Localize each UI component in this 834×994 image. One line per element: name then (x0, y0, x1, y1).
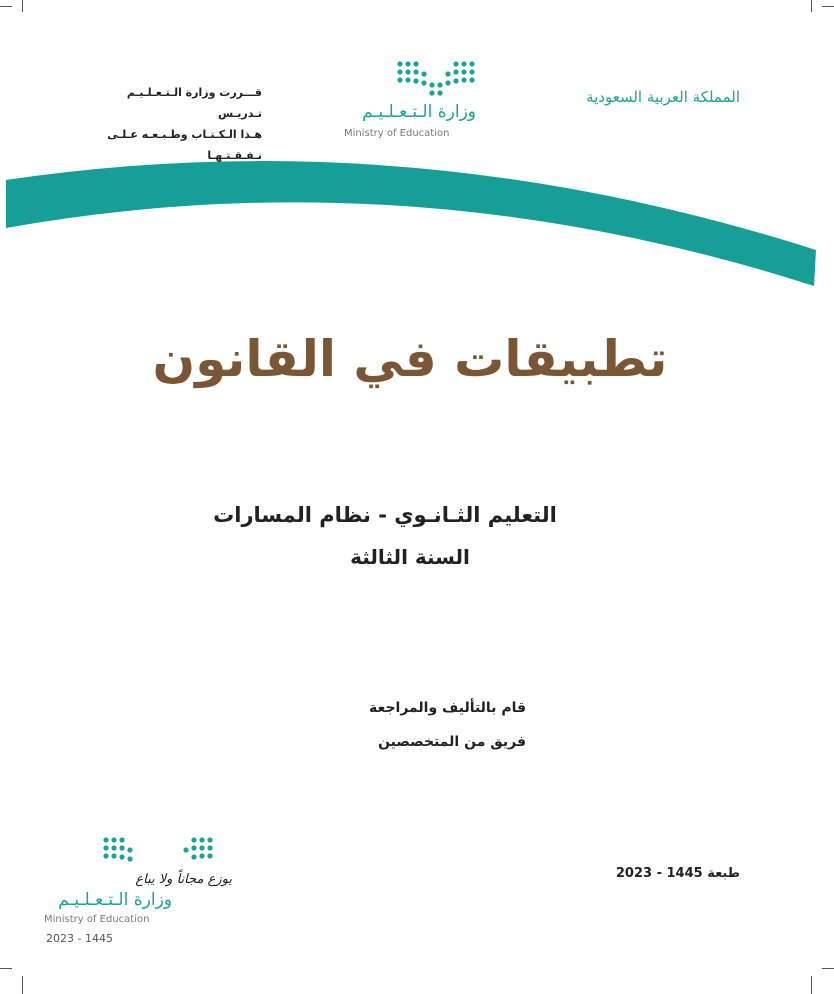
authorship-team: فريق من المتخصصين (378, 734, 526, 750)
footer-ministry-logo (40, 834, 240, 954)
authorship-label: قام بالتأليف والمراجعة (369, 700, 526, 716)
ministry-name-arabic: وزارة الـتـعـلـيـم (362, 102, 476, 122)
free-distribution-slogan: يوزع مجاناً ولا يباع (135, 872, 232, 887)
footer-year: 2023 - 1445 (46, 932, 113, 945)
crop-mark (811, 976, 812, 994)
footer-ministry-name-arabic: وزارة الـتـعـلـيـم (58, 890, 172, 910)
book-subtitle-track: التعليم الثـانـوي - نظام المسارات (213, 503, 557, 527)
decision-line-2: هـذا الـكـتـاب وطـبـعـه عـلـى نـفـقـتـهـا (107, 128, 262, 162)
edition-label: طبعة 1445 - 2023 (615, 866, 740, 881)
book-subtitle-year: السنة الثالثة (350, 545, 470, 569)
crop-mark (822, 968, 834, 969)
moe-dot-logo-icon (330, 58, 510, 102)
kingdom-label: المملكة العربية السعودية (586, 88, 740, 106)
ministry-decision-note (80, 82, 262, 166)
ministry-name-english: Ministry of Education (344, 128, 450, 139)
crop-mark (22, 976, 23, 994)
footer-ministry-name-english: Ministry of Education (44, 914, 150, 925)
crop-mark (0, 968, 12, 969)
decision-line-1: قـــررت وزارة الـتـعـلـيـم تـدريـس (126, 86, 262, 120)
book-title: تطبيقات في القانون (152, 330, 668, 388)
ministry-logo (330, 58, 510, 140)
